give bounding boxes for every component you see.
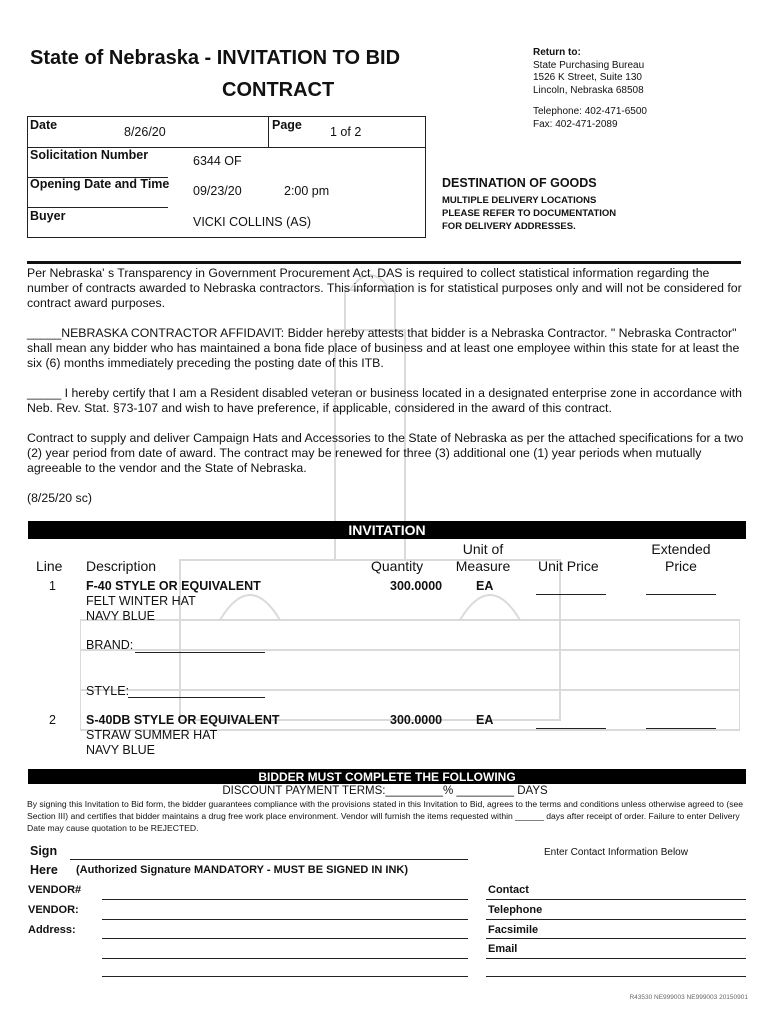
address-field-3[interactable] — [102, 976, 468, 977]
col-unit-measure — [448, 541, 518, 575]
form-code: R43530 NE999003 NE999003 20150901 — [629, 994, 748, 1001]
facsimile-label: Facsimile — [488, 924, 539, 936]
return-street: 1526 K Street, Suite 130 — [533, 72, 642, 83]
opening-label: Opening Date and Time — [30, 177, 170, 191]
item-uom: EA — [476, 713, 494, 727]
contact-label: Contact — [488, 884, 529, 896]
destination-line: FOR DELIVERY ADDRESSES. — [442, 221, 576, 232]
telephone-label: Telephone — [488, 904, 543, 916]
solicitation-label: Solicitation Number — [30, 148, 149, 162]
item-description — [86, 713, 280, 758]
col-ext-a: Extended — [651, 541, 711, 557]
page-title: State of Nebraska - INVITATION TO BID — [30, 47, 401, 69]
buyer-value: VICKI COLLINS (AS) — [193, 215, 312, 229]
buyer-label: Buyer — [30, 209, 66, 223]
address-label: Address: — [28, 924, 76, 936]
item-uom: EA — [476, 579, 494, 593]
bidder-bar: BIDDER MUST COMPLETE THE FOLLOWING — [28, 769, 746, 784]
page-value: 1 of 2 — [330, 125, 362, 139]
col-ext-b: Price — [665, 558, 697, 574]
date-value: 8/26/20 — [124, 125, 166, 139]
vendor-number-field[interactable] — [102, 899, 468, 900]
col-unit-price: Unit Price — [538, 558, 599, 574]
vendor-number-label: VENDOR# — [28, 884, 82, 896]
col-unit-b: Measure — [455, 558, 511, 574]
style-label: STYLE: — [86, 684, 130, 698]
item-desc-3: NAVY BLUE — [86, 743, 156, 757]
col-quantity: Quantity — [371, 558, 424, 574]
address-field-1[interactable] — [102, 938, 468, 939]
discount-terms: DISCOUNT PAYMENT TERMS:_________% _________ DAYS — [222, 785, 548, 797]
vendor-field[interactable] — [102, 919, 468, 920]
item-description — [86, 579, 261, 624]
return-phone: Telephone: 402-471-6500 — [533, 106, 647, 117]
col-line: Line — [36, 558, 63, 574]
brand-label: BRAND: — [86, 638, 134, 652]
item-desc-2: FELT WINTER HAT — [86, 594, 196, 608]
contract-paragraph: Contract to supply and deliver Campaign Hats and Accessories to the State of Nebraska as per the attached specifications for a two (2) year period from date of award. The contract may be renewed for three (3) additional one (1) year periods when mutually agreeable to the vendor and the State of Nebraska. — [27, 431, 744, 475]
solicitation-value: 6344 OF — [193, 154, 242, 168]
item-desc-2: STRAW SUMMER HAT — [86, 728, 218, 742]
sign-label: Sign — [30, 844, 58, 858]
item-line-number: 1 — [49, 579, 56, 593]
return-city: Lincoln, Nebraska 68508 — [533, 84, 644, 96]
email-field[interactable] — [486, 958, 746, 959]
col-extended-price — [641, 541, 721, 575]
opening-time: 2:00 pm — [284, 184, 330, 198]
invitation-bar: INVITATION — [28, 521, 746, 539]
return-org: State Purchasing Bureau — [533, 59, 645, 71]
return-fax: Fax: 402-471-2089 — [533, 118, 618, 130]
item-desc-1: F-40 STYLE OR EQUIVALENT — [86, 579, 261, 593]
destination-line: PLEASE REFER TO DOCUMENTATION — [442, 208, 617, 219]
extra-contact-field[interactable] — [486, 976, 746, 977]
item-desc-1: S-40DB STYLE OR EQUIVALENT — [86, 713, 280, 727]
contact-field[interactable] — [486, 899, 746, 900]
item-quantity: 300.0000 — [390, 713, 443, 727]
unit-price-field[interactable] — [536, 594, 606, 595]
style-field[interactable] — [128, 697, 265, 698]
page-subtitle: CONTRACT — [222, 79, 335, 101]
here-label: Here — [30, 863, 58, 877]
extended-price-field[interactable] — [646, 594, 716, 595]
signature-field[interactable] — [70, 859, 468, 860]
divider — [27, 261, 741, 264]
facsimile-field[interactable] — [486, 938, 746, 939]
unit-price-field[interactable] — [536, 728, 606, 729]
veteran-paragraph: _____ I hereby certify that I am a Resident disabled veteran or business located in a designated enterprise zone in accordance with Neb. Rev. Stat. §73-107 and wish to have preference, if applicable, considered in the award of this contract. — [27, 386, 743, 415]
revision-note: (8/25/20 sc) — [27, 491, 92, 505]
destination-title: DESTINATION OF GOODS — [442, 176, 597, 190]
affidavit-paragraph: _____NEBRASKA CONTRACTOR AFFIDAVIT: Bidder hereby attests that bidder is a Nebraska Contractor. " Nebraska Contractor" shall mean any bidder who has maintained a bona fide place of business and at least one employee within this state for at least the six (6) months immediately preceding the posting date of this ITB. — [27, 326, 740, 370]
item-line-number: 2 — [49, 713, 56, 727]
telephone-field[interactable] — [486, 919, 746, 920]
signature-note: (Authorized Signature MANDATORY - MUST BE SIGNED IN INK) — [76, 864, 409, 876]
terms-paragraph: By signing this Invitation to Bid form, the bidder guarantees compliance with the provisions stated in this Invitation to Bid, agrees to the terms and conditions unless otherwise agreed to (see Section III) and certifies that bidder maintains a drug free work place environment. Vendor will furnish the items requested within ______ days after receipt of order. Failure to enter Delivery Date may cause quotation to be REJECTED. — [27, 799, 744, 833]
address-field-2[interactable] — [102, 958, 468, 959]
transparency-paragraph: Per Nebraska' s Transparency in Government Procurement Act, DAS is required to collect statistical information regarding the number of contracts awarded to Nebraska contractors. This information is for statistical purposes only and will not be considered for contract award purposes. — [27, 266, 742, 310]
col-unit-a: Unit of — [462, 541, 504, 557]
brand-field[interactable] — [135, 652, 265, 653]
return-address — [533, 47, 647, 131]
opening-date: 09/23/20 — [193, 184, 242, 198]
destination-line: MULTIPLE DELIVERY LOCATIONS — [442, 195, 597, 206]
vendor-label: VENDOR: — [28, 904, 79, 916]
page-label: Page — [272, 118, 302, 132]
date-label: Date — [30, 118, 58, 132]
item-quantity: 300.0000 — [390, 579, 443, 593]
contact-note: Enter Contact Information Below — [544, 847, 688, 858]
return-label: Return to: — [533, 47, 581, 58]
destination-details — [442, 194, 616, 233]
email-label: Email — [488, 943, 518, 955]
col-description: Description — [86, 558, 157, 574]
extended-price-field[interactable] — [646, 728, 716, 729]
item-desc-3: NAVY BLUE — [86, 609, 156, 623]
